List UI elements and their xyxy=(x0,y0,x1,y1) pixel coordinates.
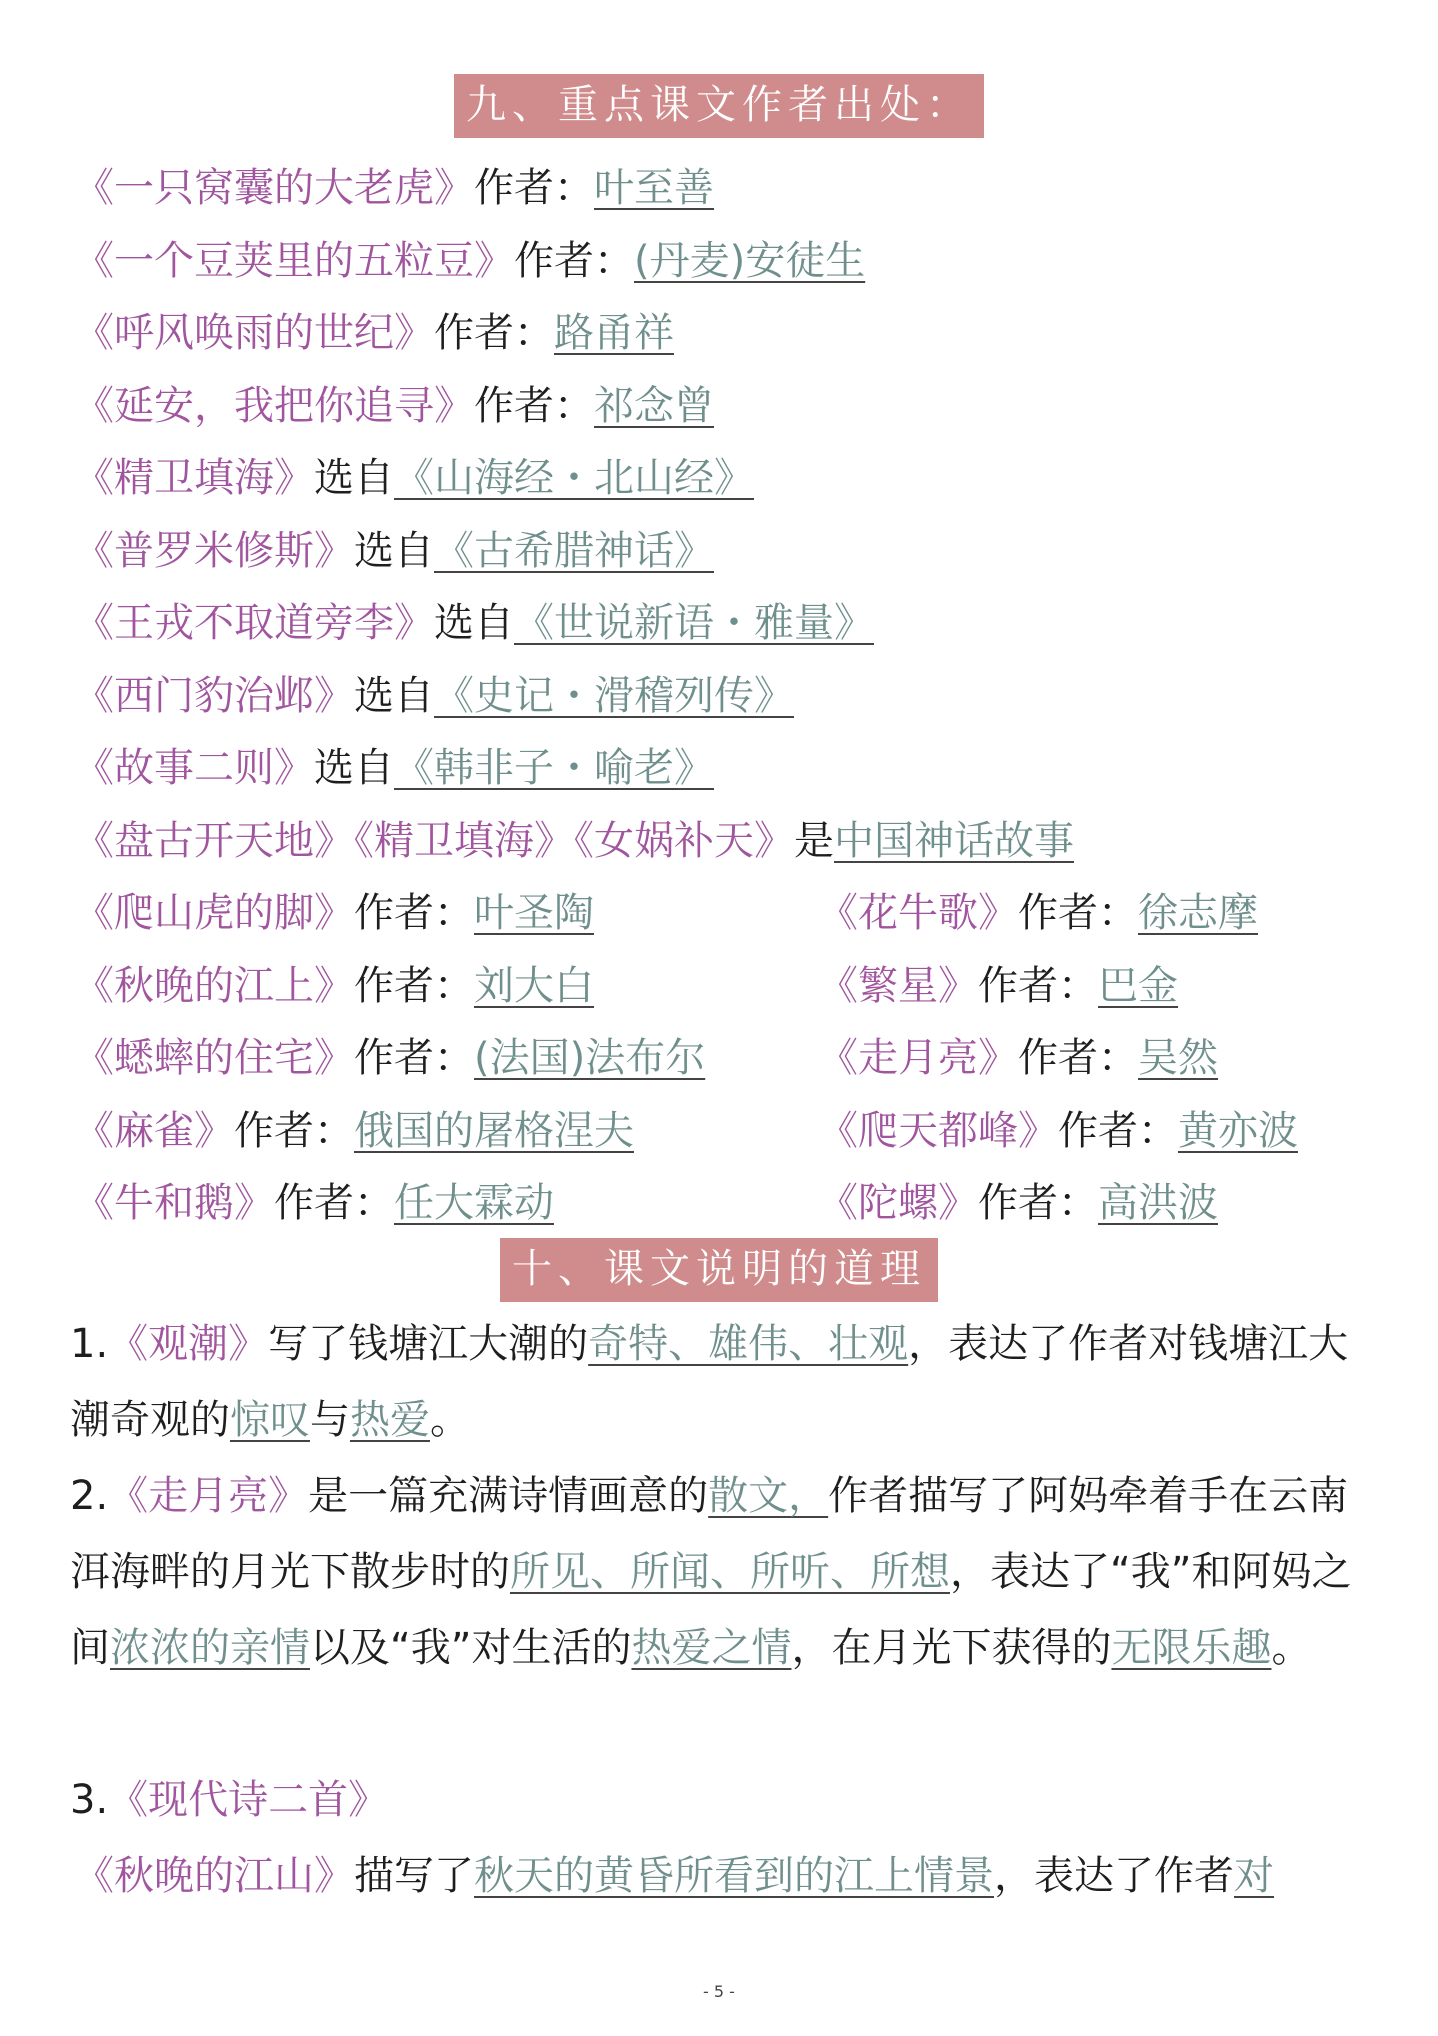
connector-text: 作者： xyxy=(1018,1035,1138,1081)
lesson-title: 《繁星》 xyxy=(818,962,978,1009)
answer-text: 任大霖动 xyxy=(394,1180,554,1226)
lesson-title: 《呼风唤雨的世纪》 xyxy=(74,310,434,356)
connector-text: 作者： xyxy=(978,1180,1098,1226)
answer-text: (法国)法布尔 xyxy=(474,1035,706,1081)
lesson-title: 《一只窝囊的大老虎》 xyxy=(74,165,474,211)
connector-text: 是 xyxy=(794,817,834,864)
answer-text: 祁念曾 xyxy=(594,382,714,429)
answer-text: 《史记・滑稽列传》 xyxy=(434,672,794,719)
answer-text: 刘大白 xyxy=(474,962,594,1009)
connector-text: 作者： xyxy=(1058,1107,1178,1154)
answer-text: 《古希腊神话》 xyxy=(434,527,714,574)
connector-text: 作者： xyxy=(1018,890,1138,936)
lesson-title: 《爬天都峰》 xyxy=(818,1107,1058,1154)
lesson-title: 《牛和鹅》 xyxy=(74,1180,274,1226)
lesson-title: 《花牛歌》 xyxy=(818,890,1018,936)
answer-text: 《世说新语・雅量》 xyxy=(514,600,874,646)
section-10-heading: 十、课文说明的道理 xyxy=(0,1238,1438,1302)
author-line xyxy=(74,1175,554,1231)
connector-text: 作者： xyxy=(474,165,594,211)
lesson-title: 《爬山虎的脚》 xyxy=(74,890,354,936)
lesson-title: 《秋晚的江上》 xyxy=(74,962,354,1009)
connector-text: 作者： xyxy=(514,237,634,284)
author-line xyxy=(74,233,865,289)
answer-text: 徐志摩 xyxy=(1138,890,1258,936)
paragraph-4: 《秋晚的江山》描写了秋天的黄昏所看到的江上情景，表达了作者对 xyxy=(74,1853,1274,1899)
author-line xyxy=(818,958,1178,1014)
author-line xyxy=(74,305,674,361)
author-line xyxy=(818,1175,1218,1231)
author-line xyxy=(818,885,1258,941)
lesson-title: 《走月亮》 xyxy=(818,1035,1018,1081)
author-line xyxy=(74,668,794,724)
paragraph-3: 3.《现代诗二首》 xyxy=(70,1777,389,1823)
lesson-title: 《盘古开天地》《精卫填海》《女娲补天》 xyxy=(74,817,794,864)
author-line xyxy=(74,958,594,1014)
author-line xyxy=(74,378,714,434)
answer-text: (丹麦)安徒生 xyxy=(634,237,866,284)
paragraph-2: 2.《走月亮》是一篇充满诗情画意的散文，作者描写了阿妈牵着手在云南洱海畔的月光下散步时的所见、所闻、所听、所想，表达了“我”和阿妈之间浓浓的亲情以及“我”对生活的热爱之情，在月光下获得的无限乐趣。 xyxy=(70,1473,1352,1671)
connector-text: 选自 xyxy=(354,527,434,574)
lesson-title: 《王戎不取道旁李》 xyxy=(74,600,434,646)
connector-text: 作者： xyxy=(434,310,554,356)
answer-text: 巴金 xyxy=(1098,962,1178,1009)
lesson-title: 《陀螺》 xyxy=(818,1180,978,1226)
connector-text: 作者： xyxy=(234,1107,354,1154)
lesson-title: 《普罗米修斯》 xyxy=(74,527,354,574)
connector-text: 作者： xyxy=(474,382,594,429)
lesson-title: 《蟋蟀的住宅》 xyxy=(74,1035,354,1081)
lesson-title: 《故事二则》 xyxy=(74,745,314,791)
lesson-title: 《精卫填海》 xyxy=(74,455,314,501)
answer-text: 叶至善 xyxy=(594,165,714,211)
lesson-title: 《延安，我把你追寻》 xyxy=(74,382,474,429)
author-line xyxy=(74,595,874,651)
answer-text: 《韩非子・喻老》 xyxy=(394,745,714,791)
answer-text: 黄亦波 xyxy=(1178,1107,1298,1154)
answer-text: 吴然 xyxy=(1138,1035,1218,1081)
author-line xyxy=(74,160,714,216)
lesson-title: 《西门豹治邺》 xyxy=(74,672,354,719)
connector-text: 作者： xyxy=(354,1035,474,1081)
connector-text: 选自 xyxy=(354,672,434,719)
author-line xyxy=(818,1103,1298,1159)
author-line xyxy=(74,813,1074,869)
connector-text: 选自 xyxy=(314,455,394,501)
lesson-title: 《一个豆荚里的五粒豆》 xyxy=(74,237,514,284)
author-line xyxy=(74,450,754,506)
section-9-heading: 九、重点课文作者出处： xyxy=(0,74,1438,138)
connector-text: 作者： xyxy=(354,962,474,1009)
connector-text: 选自 xyxy=(314,745,394,791)
paragraph-1: 1.《观潮》写了钱塘江大潮的奇特、雄伟、壮观，表达了作者对钱塘江大潮奇观的惊叹与热爱。 xyxy=(70,1321,1349,1443)
author-line xyxy=(74,523,714,579)
author-line xyxy=(74,1103,634,1159)
answer-text: 中国神话故事 xyxy=(834,817,1074,864)
author-line xyxy=(74,1030,705,1086)
author-line xyxy=(818,1030,1218,1086)
connector-text: 选自 xyxy=(434,600,514,646)
answer-text: 叶圣陶 xyxy=(474,890,594,936)
answer-text: 高洪波 xyxy=(1098,1180,1218,1226)
page-number: - 5 - xyxy=(703,1982,735,2001)
answer-text: 路甬祥 xyxy=(554,310,674,356)
connector-text: 作者： xyxy=(978,962,1098,1009)
connector-text: 作者： xyxy=(354,890,474,936)
lesson-title: 《麻雀》 xyxy=(74,1107,234,1154)
connector-text: 作者： xyxy=(274,1180,394,1226)
author-line xyxy=(74,740,714,796)
author-line xyxy=(74,885,594,941)
answer-text: 俄国的屠格涅夫 xyxy=(354,1107,634,1154)
answer-text: 《山海经・北山经》 xyxy=(394,455,754,501)
